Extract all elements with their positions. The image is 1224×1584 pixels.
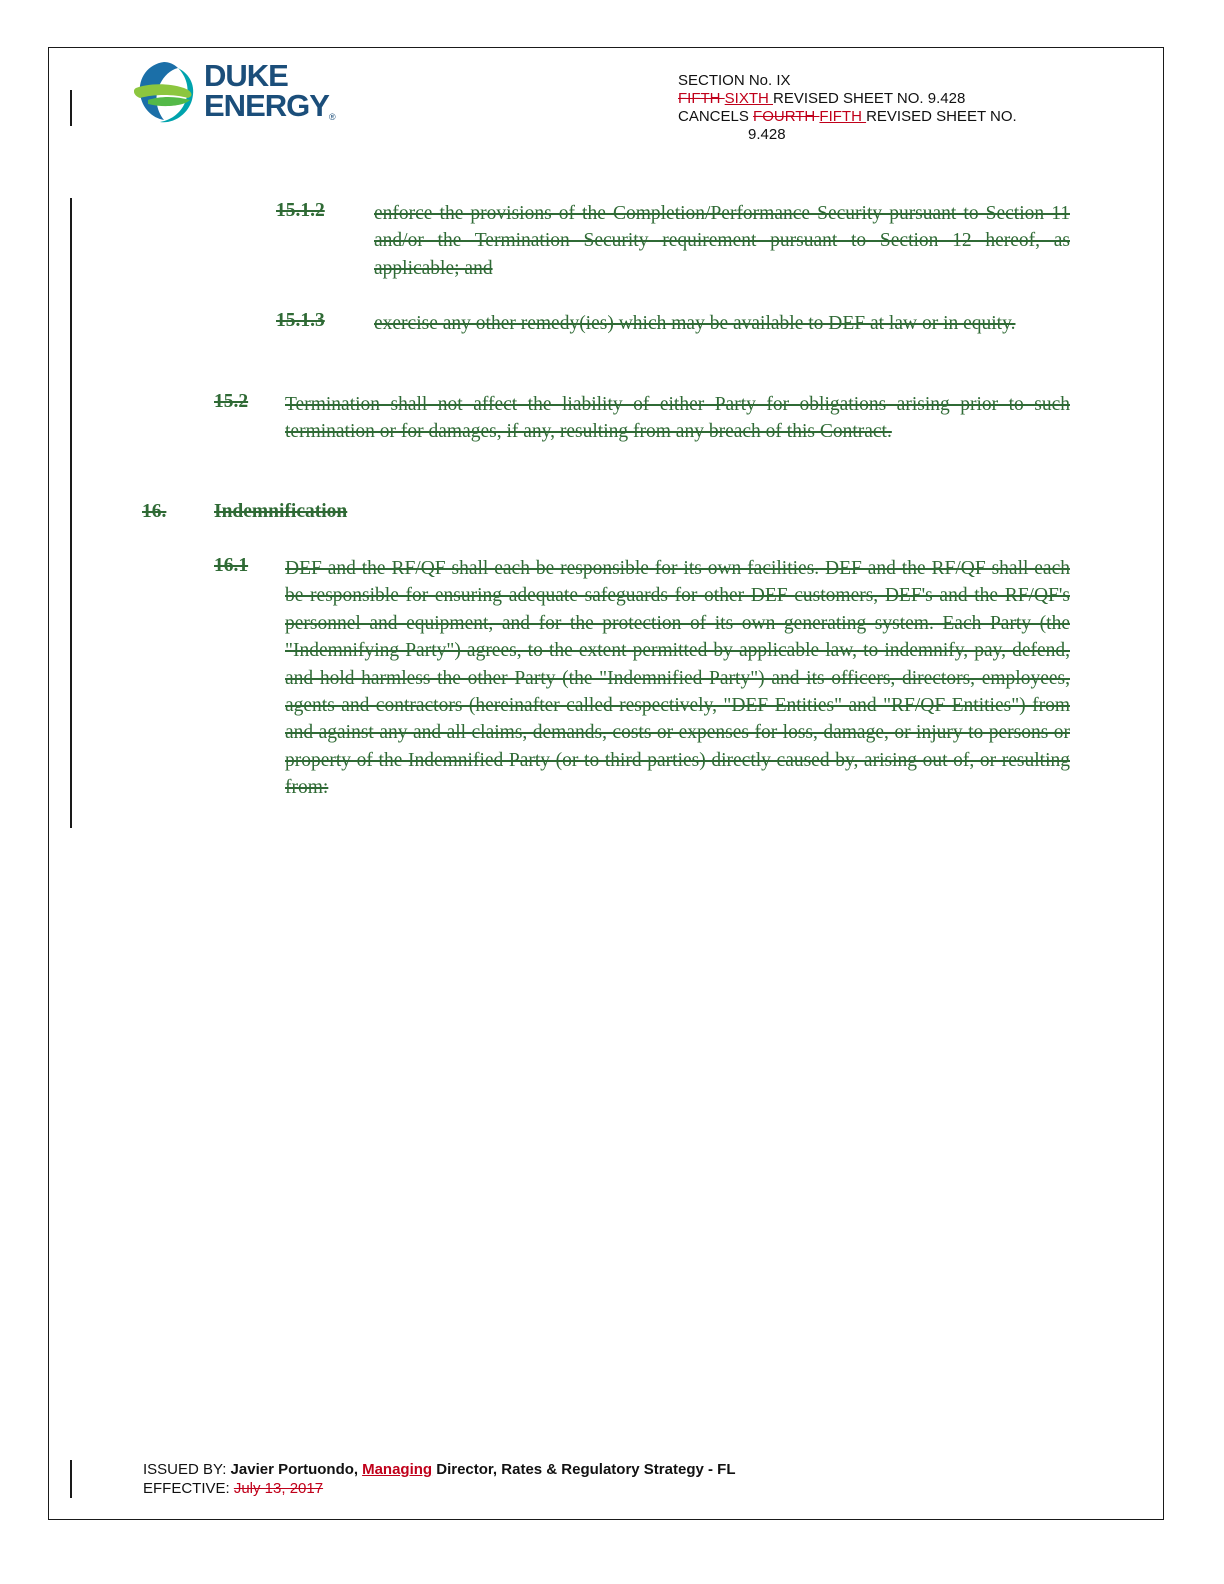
cancels-sheet-number: 9.428 bbox=[748, 126, 786, 143]
cancels-line bbox=[678, 108, 1017, 126]
section-15-1-2-number: 15.1.2 bbox=[276, 200, 325, 221]
issuer-title: Director, Rates & Regulatory Strategy - FL bbox=[432, 1461, 736, 1478]
logo-registered-mark: ® bbox=[329, 112, 336, 122]
issued-by-line bbox=[143, 1461, 735, 1478]
revised-sheet-text: REVISED SHEET NO. 9.428 bbox=[773, 90, 966, 107]
effective-line bbox=[143, 1480, 323, 1497]
logo-energy: ENERGY bbox=[204, 88, 329, 123]
issued-by-label: ISSUED BY: bbox=[143, 1461, 231, 1478]
change-bar-body bbox=[70, 198, 72, 828]
section-16-1-number: 16.1 bbox=[214, 555, 249, 576]
sheet-header bbox=[678, 72, 1017, 144]
issuer-name: Javier Portuondo, bbox=[230, 1461, 359, 1478]
effective-label: EFFECTIVE: bbox=[143, 1480, 234, 1497]
deleted-fifth: FIFTH bbox=[678, 90, 725, 107]
cancels-text: REVISED SHEET NO. bbox=[866, 108, 1017, 125]
duke-energy-logo bbox=[134, 58, 344, 130]
section-number: SECTION No. IX bbox=[678, 72, 791, 89]
inserted-fifth: FIFTH bbox=[819, 108, 867, 125]
duke-energy-swirl-icon bbox=[134, 58, 196, 126]
cancels-prefix: CANCELS bbox=[678, 108, 754, 125]
change-bar-footer bbox=[70, 1460, 72, 1498]
deleted-fourth: FOURTH bbox=[753, 108, 820, 125]
revised-sheet-line bbox=[678, 90, 1017, 108]
section-15-2-text: Termination shall not affect the liability of either Party for obligations arising prior to such termination or for damages, if any, resulting from any breach of this Contract. bbox=[285, 394, 1070, 443]
section-15-1-3-text: exercise any other remedy(ies) which may be available to DEF at law or in equity. bbox=[374, 313, 1016, 334]
inserted-managing: Managing bbox=[362, 1461, 433, 1478]
section-15-1-3-number: 15.1.3 bbox=[276, 310, 325, 331]
inserted-sixth: SIXTH bbox=[724, 90, 773, 107]
section-16-title: Indemnification bbox=[214, 501, 348, 522]
section-16-number: 16. bbox=[142, 501, 167, 522]
section-15-2-number: 15.2 bbox=[214, 391, 249, 412]
logo-duke: DUKE bbox=[204, 58, 288, 93]
section-16-1-text: DEF and the RF/QF shall each be responsible for its own facilities. DEF and the RF/QF shall each be responsible for ensuring adequate safeguards for other DEF customers, DEF's and the RF/QF's personnel and equipment, and for the protection of its own generating system. Each Party (the "Indemnifying Party") agrees, to the extent permitted by applicable law, to indemnify, pay, defend, and hold harmless the other Party (the "Indemnified Party") and its officers, directors, employees, agents and contractors (hereinafter called respectively, "DEF Entities" and "RF/QF Entities") from and against any and all claims, demands, costs or expenses for loss, damage, or injury to persons or property of the Indemnified Party (or to third parties) directly caused by, arising out of, or resulting from: bbox=[285, 558, 1070, 799]
change-bar-header bbox=[70, 90, 72, 126]
deleted-effective-date: July 13, 2017 bbox=[233, 1480, 324, 1497]
section-15-1-2-text: enforce the provisions of the Completion/Performance Security pursuant to Section 11 and/or the Termination Security requirement pursuant to Section 12 hereof, as applicable; and bbox=[374, 203, 1070, 279]
